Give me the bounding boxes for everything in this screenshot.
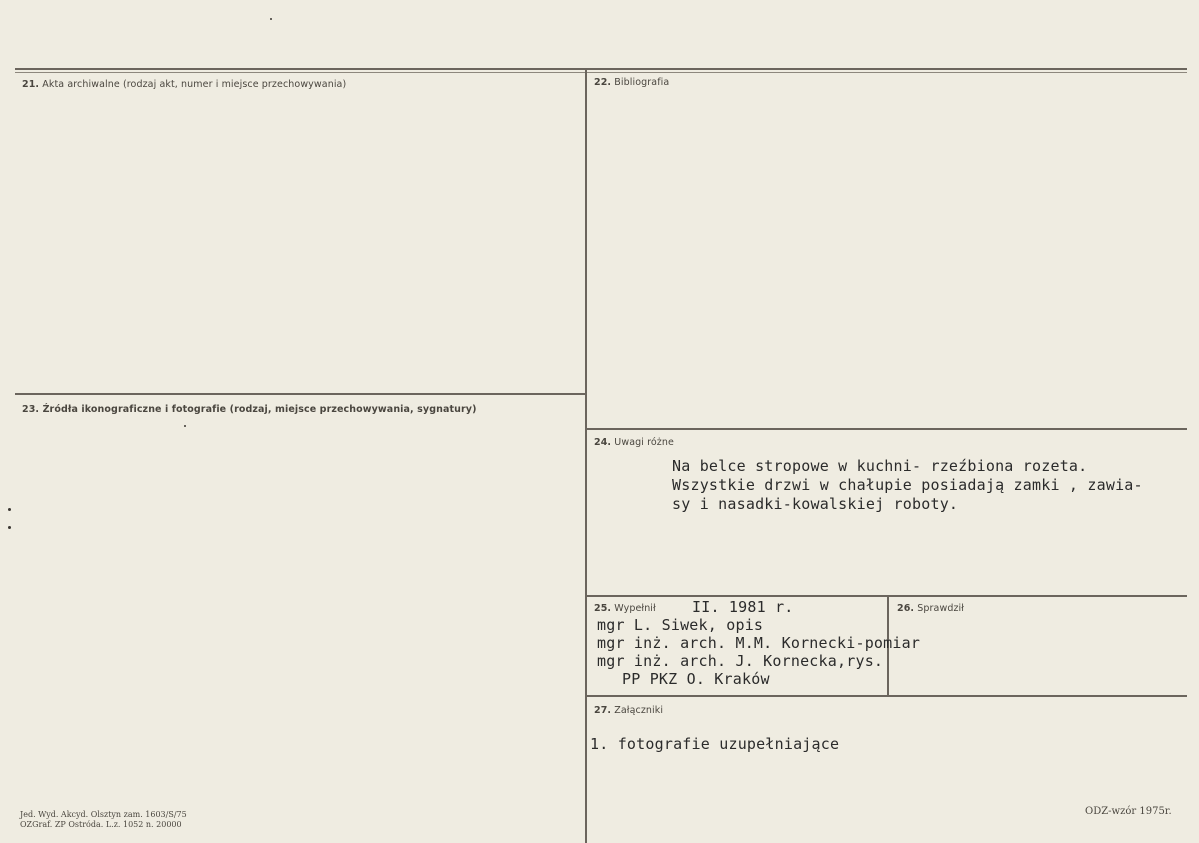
section-24-number: 24. (594, 437, 612, 448)
center-divider (585, 70, 587, 843)
section-24-line-2: Wszystkie drzwi w chałupie posiadają zamki , zawia- (672, 476, 1143, 494)
section-26-label (897, 603, 964, 614)
section-22-title: Bibliografia (614, 77, 670, 88)
form-template-code: ODZ-wzór 1975r. (1085, 806, 1172, 817)
top-rule-inner (15, 72, 1187, 73)
section-24-label (594, 437, 674, 448)
printer-imprint-line-1: Jed. Wyd. Akcyd. Olsztyn zam. 1603/S/75 (20, 810, 187, 819)
section-21-title: Akta archiwalne (rodzaj akt, numer i miejsce przechowywania) (42, 79, 347, 90)
section-24-title: Uwagi różne (614, 437, 674, 448)
section-26-title: Sprawdził (917, 603, 965, 614)
section-23-label (22, 404, 477, 415)
section-27-line-1: 1. fotografie uzupełniające (590, 735, 840, 753)
section-22-label (594, 77, 669, 88)
printer-imprint-line-2: OZGraf. ZP Ostróda. L.z. 1052 n. 20000 (20, 820, 182, 829)
section-25-label (594, 603, 656, 614)
section-23-number: 23. (22, 404, 40, 415)
section-22-number: 22. (594, 77, 612, 88)
section-26-number: 26. (897, 603, 915, 614)
right-divider-25-27 (587, 695, 1187, 697)
section-27-number: 27. (594, 705, 612, 716)
section-21-label (22, 79, 346, 90)
section-25-date: II. 1981 r. (692, 598, 794, 616)
section-25-title: Wypełnił (614, 603, 656, 614)
section-27-label (594, 705, 663, 716)
speck (270, 18, 272, 20)
section-27-title: Załączniki (614, 705, 664, 716)
section-25-line-3: mgr inż. arch. J. Kornecka,rys. (597, 652, 884, 670)
section-25-line-1: mgr L. Siwek, opis (597, 616, 764, 634)
section-21-number: 21. (22, 79, 40, 90)
edge-mark (8, 508, 11, 511)
edge-mark (8, 526, 11, 529)
section-24-line-1: Na belce stropowe w kuchni- rzeźbiona rozeta. (672, 457, 1088, 475)
section-23-title: Źródła ikonograficzne i fotografie (rodzaj, miejsce przechowywania, sygnatury) (42, 404, 477, 415)
section-25-number: 25. (594, 603, 612, 614)
speck (184, 425, 186, 427)
left-divider-21-23 (15, 393, 585, 395)
top-rule (15, 68, 1187, 70)
section-24-line-3: sy i nasadki-kowalskiej roboty. (672, 495, 959, 513)
section-25-line-4: PP PKZ O. Kraków (622, 670, 770, 688)
section-25-line-2: mgr inż. arch. M.M. Kornecki-pomiar (597, 634, 921, 652)
right-divider-22-24 (587, 428, 1187, 430)
